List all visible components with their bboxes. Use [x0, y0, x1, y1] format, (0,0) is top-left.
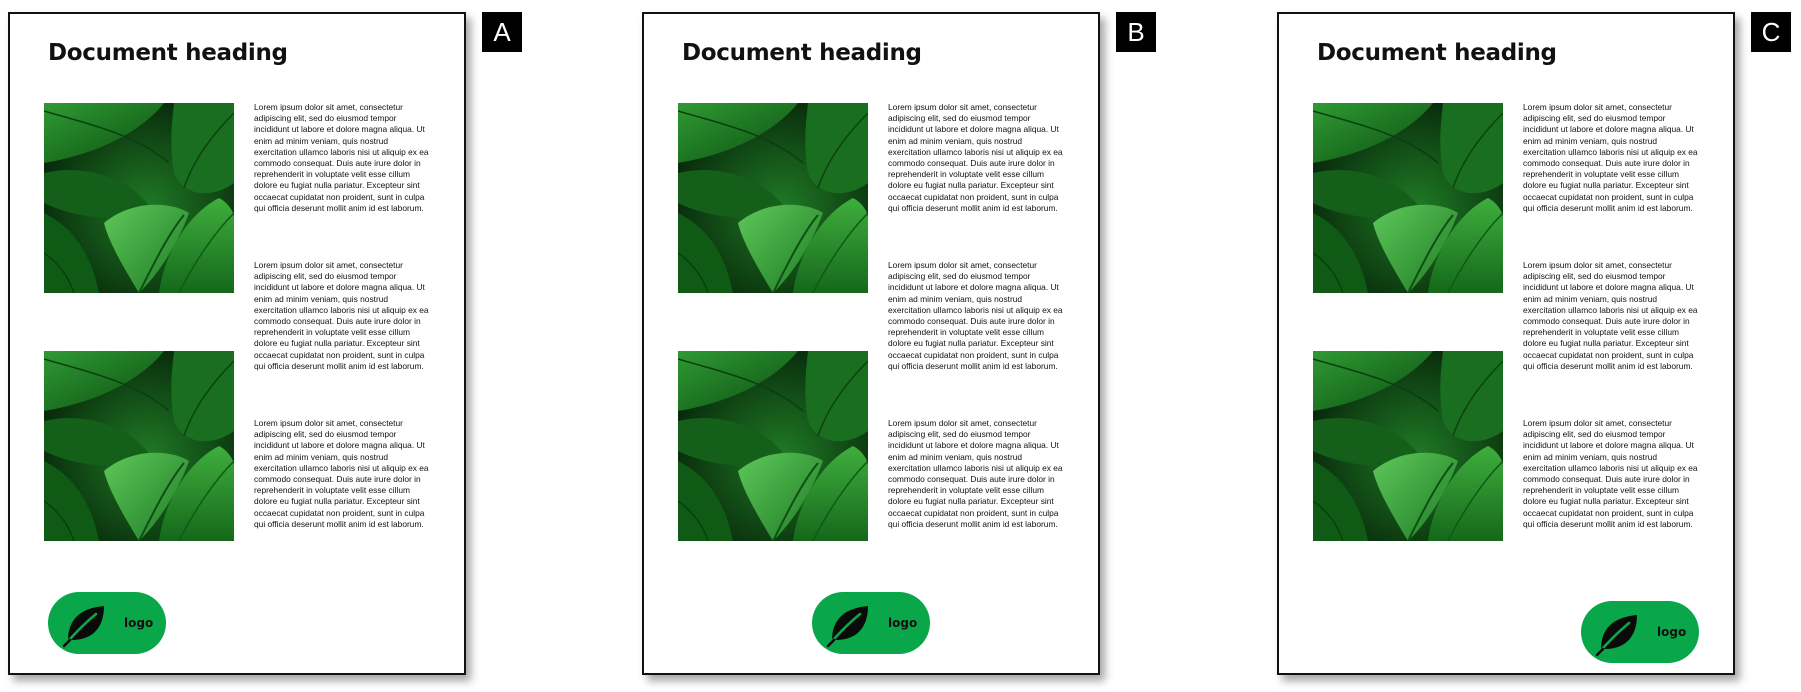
variant-badge-a: A	[482, 12, 522, 52]
body-paragraph: Lorem ipsum dolor sit amet, consectetur adipiscing elit, sed do eiusmod tempor incididunt ut labore et dolore magna aliqua. Ut enim ad minim veniam, quis nostrud exercitation ullamco laboris nisi ut aliquip ex ea commodo consequat. Duis aute irure dolor in reprehenderit in voluptate velit esse cillum dolore eu fugiat nulla pariatur. Excepteur sint occaecat cupidatat non proident, sunt in culpa qui officia deserunt mollit anim id est laborum.	[254, 418, 429, 529]
body-paragraph: Lorem ipsum dolor sit amet, consectetur adipiscing elit, sed do eiusmod tempor incididunt ut labore et dolore magna aliqua. Ut enim ad minim veniam, quis nostrud exercitation ullamco laboris nisi ut aliquip ex ea commodo consequat. Duis aute irure dolor in reprehenderit in voluptate velit esse cillum dolore eu fugiat nulla pariatur. Excepteur sint occaecat cupidatat non proident, sunt in culpa qui officia deserunt mollit anim id est laborum.	[888, 260, 1063, 371]
document-page-a	[8, 12, 466, 675]
logo-text: logo	[124, 616, 154, 630]
body-paragraph: Lorem ipsum dolor sit amet, consectetur adipiscing elit, sed do eiusmod tempor incididunt ut labore et dolore magna aliqua. Ut enim ad minim veniam, quis nostrud exercitation ullamco laboris nisi ut aliquip ex ea commodo consequat. Duis aute irure dolor in reprehenderit in voluptate velit esse cillum dolore eu fugiat nulla pariatur. Excepteur sint occaecat cupidatat non proident, sunt in culpa qui officia deserunt mollit anim id est laborum.	[888, 102, 1063, 213]
body-paragraph: Lorem ipsum dolor sit amet, consectetur adipiscing elit, sed do eiusmod tempor incididunt ut labore et dolore magna aliqua. Ut enim ad minim veniam, quis nostrud exercitation ullamco laboris nisi ut aliquip ex ea commodo consequat. Duis aute irure dolor in reprehenderit in voluptate velit esse cillum dolore eu fugiat nulla pariatur. Excepteur sint occaecat cupidatat non proident, sunt in culpa qui officia deserunt mollit anim id est laborum.	[254, 260, 429, 371]
body-paragraph: Lorem ipsum dolor sit amet, consectetur adipiscing elit, sed do eiusmod tempor incididunt ut labore et dolore magna aliqua. Ut enim ad minim veniam, quis nostrud exercitation ullamco laboris nisi ut aliquip ex ea commodo consequat. Duis aute irure dolor in reprehenderit in voluptate velit esse cillum dolore eu fugiat nulla pariatur. Excepteur sint occaecat cupidatat non proident, sunt in culpa qui officia deserunt mollit anim id est laborum.	[1523, 102, 1698, 213]
logo-text: logo	[1657, 625, 1687, 639]
leaves-image	[678, 103, 868, 293]
document-page-b	[642, 12, 1100, 675]
logo-pill	[1581, 601, 1699, 663]
logo-pill	[48, 592, 166, 654]
document-heading: Document heading	[1317, 40, 1557, 66]
document-heading: Document heading	[48, 40, 288, 66]
leaves-image	[1313, 103, 1503, 293]
logo-text: logo	[888, 616, 918, 630]
leaves-image	[44, 351, 234, 541]
document-heading: Document heading	[682, 40, 922, 66]
logo-pill	[812, 592, 930, 654]
body-paragraph: Lorem ipsum dolor sit amet, consectetur adipiscing elit, sed do eiusmod tempor incididunt ut labore et dolore magna aliqua. Ut enim ad minim veniam, quis nostrud exercitation ullamco laboris nisi ut aliquip ex ea commodo consequat. Duis aute irure dolor in reprehenderit in voluptate velit esse cillum dolore eu fugiat nulla pariatur. Excepteur sint occaecat cupidatat non proident, sunt in culpa qui officia deserunt mollit anim id est laborum.	[888, 418, 1063, 529]
leaves-image	[678, 351, 868, 541]
leaves-image	[44, 103, 234, 293]
variant-badge-b: B	[1116, 12, 1156, 52]
document-page-c	[1277, 12, 1735, 675]
variant-badge-c: C	[1751, 12, 1791, 52]
body-paragraph: Lorem ipsum dolor sit amet, consectetur adipiscing elit, sed do eiusmod tempor incididunt ut labore et dolore magna aliqua. Ut enim ad minim veniam, quis nostrud exercitation ullamco laboris nisi ut aliquip ex ea commodo consequat. Duis aute irure dolor in reprehenderit in voluptate velit esse cillum dolore eu fugiat nulla pariatur. Excepteur sint occaecat cupidatat non proident, sunt in culpa qui officia deserunt mollit anim id est laborum.	[1523, 260, 1698, 371]
body-paragraph: Lorem ipsum dolor sit amet, consectetur adipiscing elit, sed do eiusmod tempor incididunt ut labore et dolore magna aliqua. Ut enim ad minim veniam, quis nostrud exercitation ullamco laboris nisi ut aliquip ex ea commodo consequat. Duis aute irure dolor in reprehenderit in voluptate velit esse cillum dolore eu fugiat nulla pariatur. Excepteur sint occaecat cupidatat non proident, sunt in culpa qui officia deserunt mollit anim id est laborum.	[254, 102, 429, 213]
leaf-icon	[1593, 607, 1643, 657]
body-paragraph: Lorem ipsum dolor sit amet, consectetur adipiscing elit, sed do eiusmod tempor incididunt ut labore et dolore magna aliqua. Ut enim ad minim veniam, quis nostrud exercitation ullamco laboris nisi ut aliquip ex ea commodo consequat. Duis aute irure dolor in reprehenderit in voluptate velit esse cillum dolore eu fugiat nulla pariatur. Excepteur sint occaecat cupidatat non proident, sunt in culpa qui officia deserunt mollit anim id est laborum.	[1523, 418, 1698, 529]
leaf-icon	[60, 598, 110, 648]
leaves-image	[1313, 351, 1503, 541]
leaf-icon	[824, 598, 874, 648]
